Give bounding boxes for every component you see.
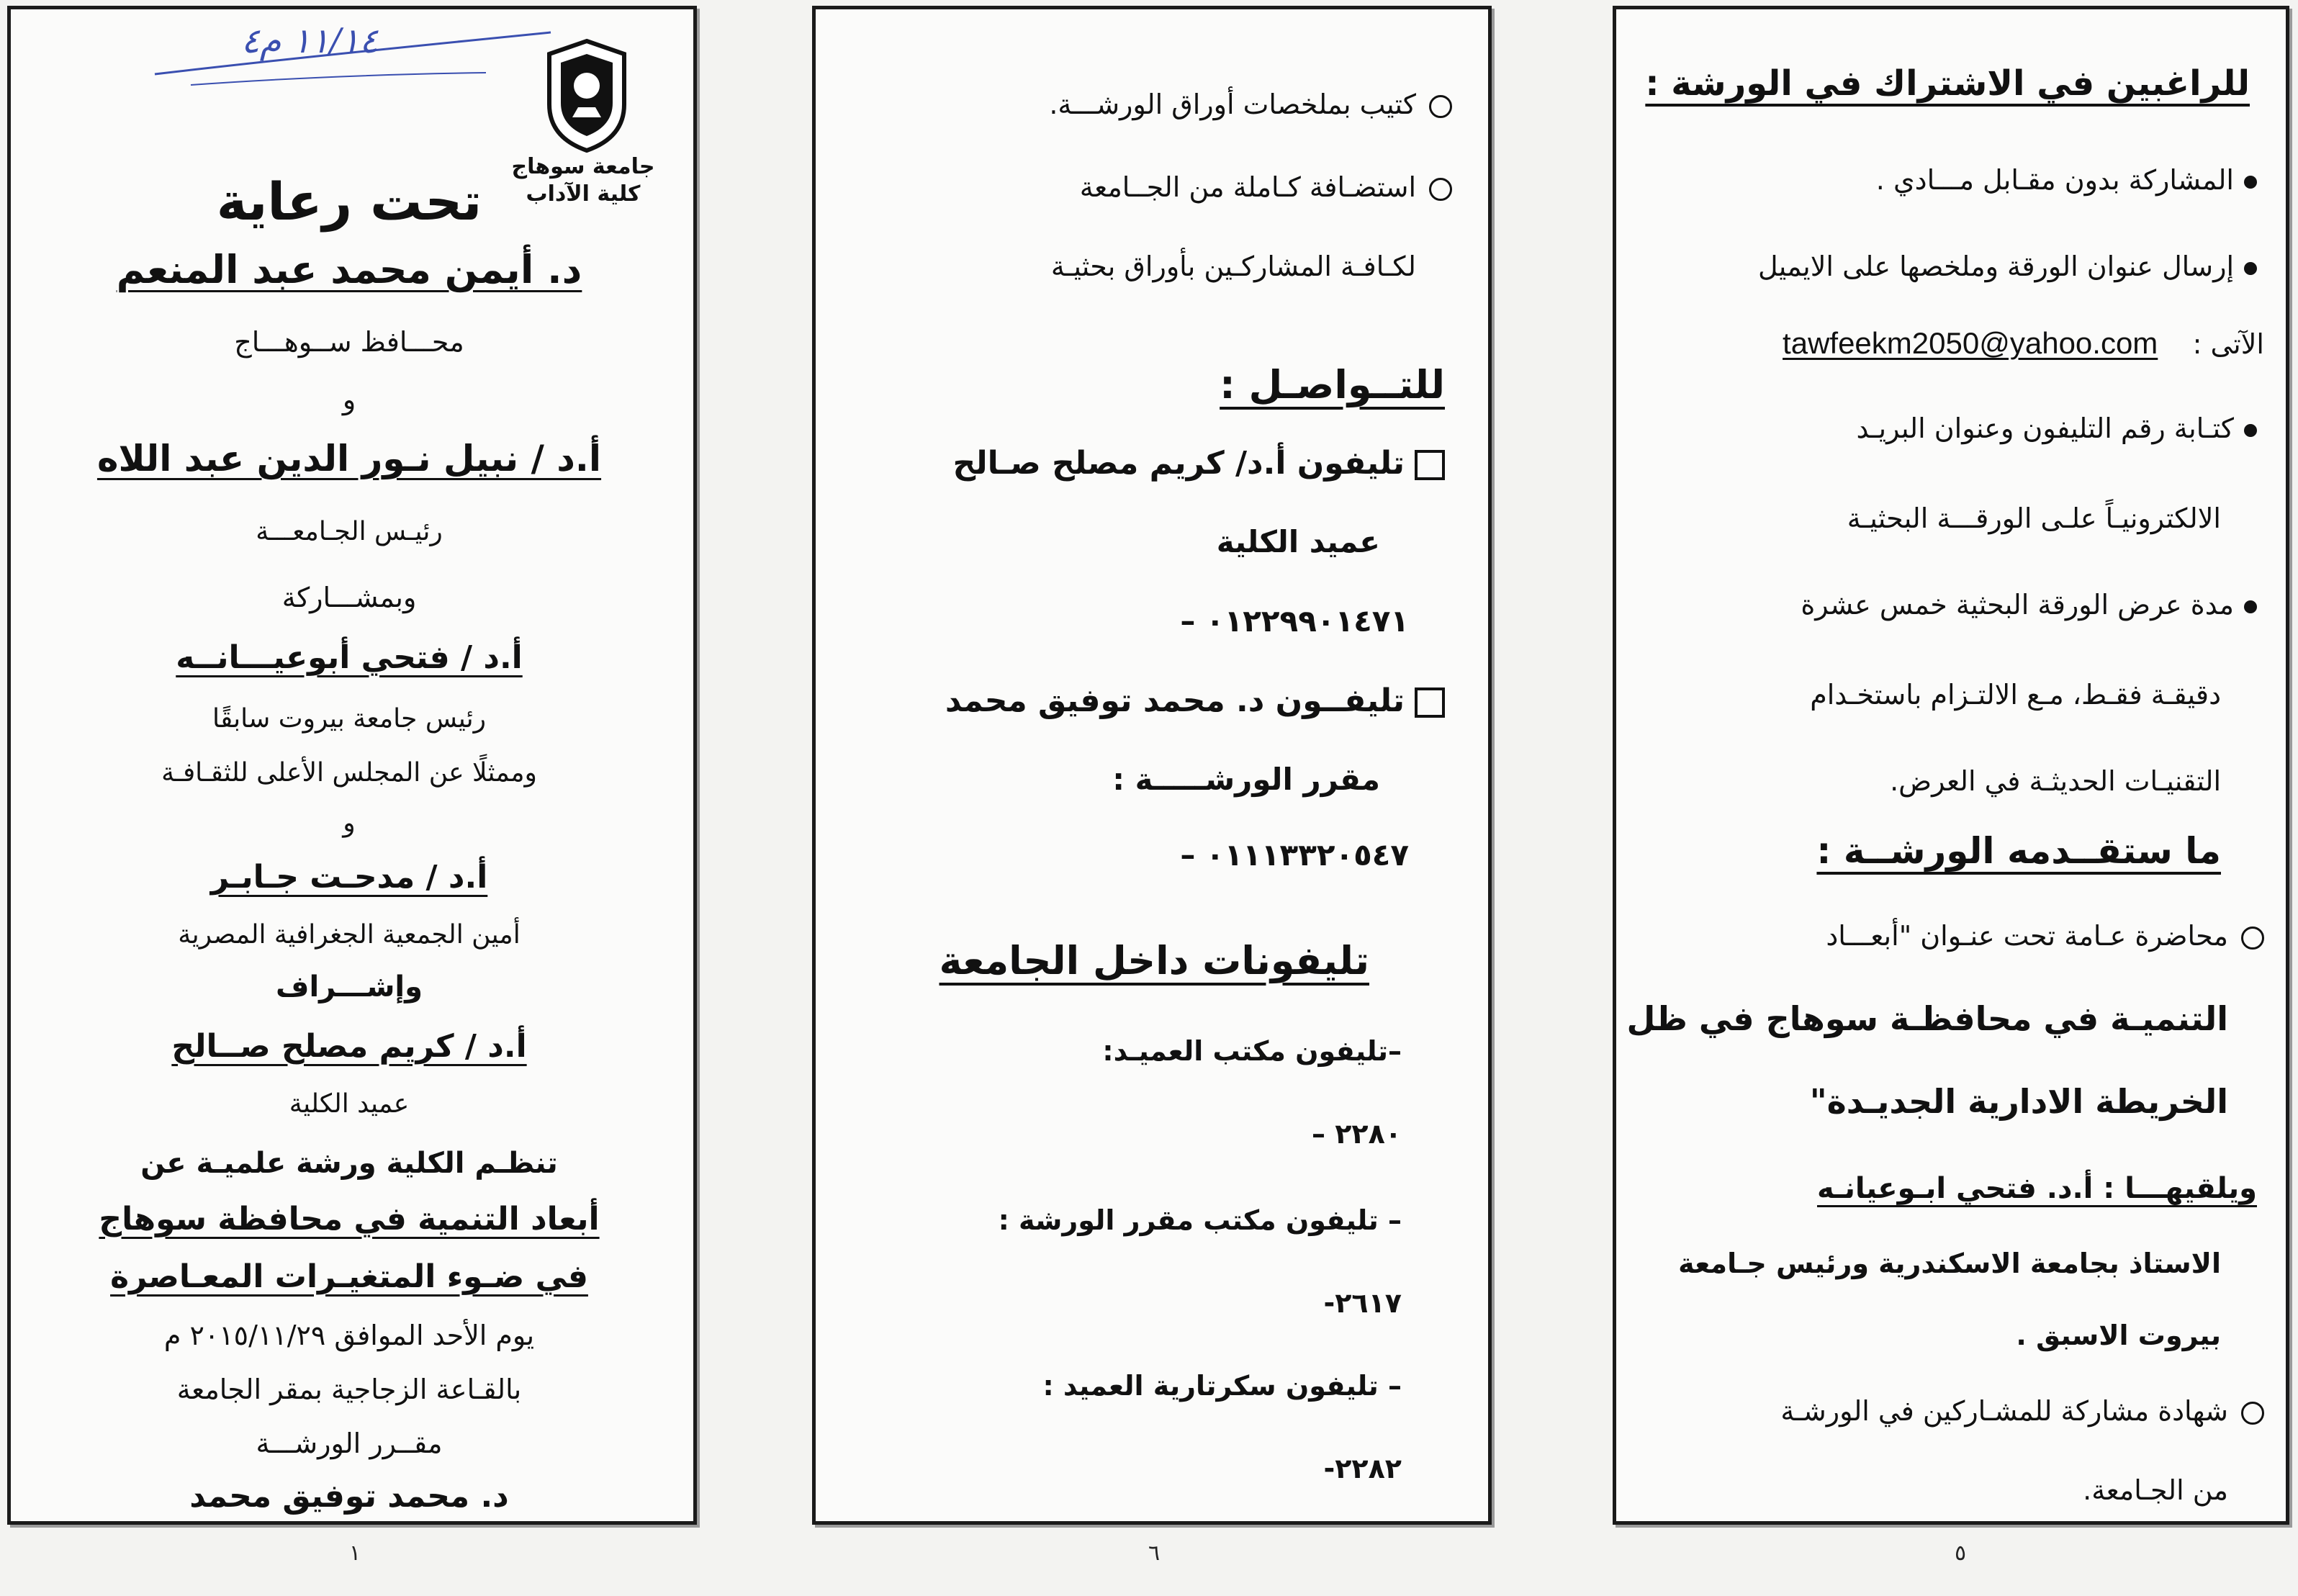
university-name: جامعة سوهاج [511, 154, 655, 179]
list-item: استضـافة كـاملة من الجــامعة [1080, 171, 1452, 203]
rapporteur-office-number: ٢٦١٧- [1323, 1287, 1402, 1319]
patron-1-name: د. أيمن محمد عبد المنعم [116, 247, 582, 292]
university-logo [544, 38, 630, 161]
patron-2-name: أ.د / نبيل نـور الدين عبد اللاه [96, 438, 602, 479]
list-item: المشاركة بدون مقـابل مـــادي . [1876, 164, 2257, 196]
lecture-title-line: التنميـة في محافظـة سوهاج في ظل [1626, 999, 2228, 1038]
lecture-title-line: الخريطة الادارية الجديـدة" [1809, 1082, 2228, 1121]
dean-secretary-label: – تليفون سكرتارية العميد : [1042, 1370, 1402, 1402]
list-item-continuation: الآتى : tawfeekm2050@yahoo.com [1783, 326, 2264, 360]
circle-bullet-icon [2241, 1402, 2264, 1425]
guest-name: أ.د / فتحي أبوعيـــانــه [176, 639, 523, 676]
list-item: شهادة مشاركة للمشـاركين في الورشـة [1780, 1395, 2264, 1427]
list-item: محاضرة عـامة تحت عنـوان "أبعـــاد [1826, 920, 2264, 952]
list-item-continuation: التقنيـات الحديثـة في العرض. [1890, 765, 2221, 797]
registration-heading: للراغبين في الاشتراك في الورشة : [1645, 63, 2250, 104]
topic-line-2: في ضـوء المتغيـرات المعـاصرة [110, 1258, 588, 1295]
supervisor-title: عميد الكلية [289, 1089, 410, 1119]
phone-entry: تليفون أ.د/ كريم مصلح صـالح [952, 445, 1445, 482]
page-number-right: ٥ [1955, 1541, 1967, 1566]
speaker-title-1: الاستاذ بجامعة الاسكندرية ورئيس جـامعة [1678, 1248, 2221, 1279]
list-item: إرسال عنوان الورقة وملخصها على الايميل [1758, 251, 2257, 282]
organizes-text: تنظـم الكلية ورشة علميـة عن [140, 1147, 558, 1180]
dot-bullet-icon [2244, 424, 2257, 437]
internal-phones-heading: تليفونات داخل الجامعة [939, 938, 1369, 983]
checkbox-bullet-icon [1415, 450, 1445, 480]
speaker-title-2: بيروت الاسبق . [2016, 1320, 2221, 1351]
list-item: كتيب بملخصات أوراق الورشـــة. [1049, 89, 1452, 120]
rapporteur-label: مقــرر الورشـــة [256, 1428, 443, 1459]
panel-right [1613, 6, 2289, 1525]
guest-2-title: أمين الجمعية الجغرافية المصرية [178, 920, 521, 950]
contact-email[interactable]: tawfeekm2050@yahoo.com [1783, 326, 2158, 360]
offers-heading: ما ستقــدمه الورشــة : [1816, 830, 2221, 872]
event-venue: بالقـاعة الزجاجية بمقر الجامعة [176, 1374, 522, 1405]
panel-middle [812, 6, 1492, 1525]
panel-cover [7, 6, 697, 1525]
guest-title-1: رئيس جامعة بيروت سابقًا [212, 704, 487, 734]
checkbox-bullet-icon [1415, 687, 1445, 718]
phone-2-title: مقرر الورشـــــة : [1112, 762, 1380, 797]
and-connector: و [342, 384, 356, 415]
list-item-continuation: الالكترونيـاً علـى الورقـــة البحثيـة [1847, 502, 2221, 534]
handwritten-annotation [148, 17, 565, 103]
under-patronage: تحت رعاية [216, 171, 482, 232]
circle-bullet-icon [1429, 95, 1452, 118]
dean-office-number: ٢٢٨٠ – [1311, 1118, 1402, 1150]
phone-1-number: ٠١٢٢٩٩٠١٤٧١ – [1180, 603, 1409, 639]
participation-label: وبمشـــاركة [281, 582, 417, 613]
topic-line-1: أبعاد التنمية في محافظة سوهاج [99, 1201, 600, 1237]
dot-bullet-icon [2244, 176, 2257, 189]
rapporteur-office-label: – تليفون مكتب مقرر الورشة : [998, 1204, 1402, 1236]
circle-bullet-icon [2241, 927, 2264, 950]
dean-office-label: –تليفون مكتب العميـد: [1102, 1035, 1402, 1067]
dot-bullet-icon [2244, 600, 2257, 613]
contact-heading: للتــواصـل : [1220, 362, 1445, 407]
event-date: يوم الأحد الموافق ٢٠١٥/١١/٢٩ م [163, 1320, 535, 1351]
handwritten-date: ١١/١٤ م٤ [241, 21, 379, 61]
supervision-label: وإشـــراف [276, 970, 423, 1004]
patron-2-title: رئيـس الجـامعـــة [256, 517, 443, 546]
page-number-middle: ٦ [1148, 1541, 1161, 1566]
page-number-left: ١ [349, 1541, 361, 1566]
list-item: كتـابة رقم التليفون وعنوان البريـد [1856, 412, 2257, 444]
dean-secretary-number: ٢٢٨٢- [1323, 1453, 1402, 1484]
guest-2-name: أ.د / مدحـت جـابـر [210, 859, 488, 896]
patron-1-title: محـــافظ ســوهـــاج [234, 326, 464, 358]
lecture-speaker: ويلقيهـــا : أ.د. فتحي ابـوعيانـه [1816, 1172, 2257, 1205]
dot-bullet-icon [2244, 262, 2257, 275]
rapporteur-name: د. محمد توفيق محمد [189, 1478, 509, 1515]
supervisor-name: أ.د / كريم مصلح صــالح [171, 1028, 527, 1065]
circle-bullet-icon [1429, 178, 1452, 201]
and-connector-2: و [343, 808, 356, 838]
faculty-name: كلية الآداب [526, 181, 641, 207]
phone-1-title: عميد الكلية [1216, 524, 1380, 559]
list-item-continuation: دقيقـة فقـط، مـع الالتـزام باستخـدام [1810, 679, 2221, 711]
list-item: مدة عرض الورقة البحثية خمس عشرة [1801, 589, 2257, 621]
list-item-continuation: من الجـامعة. [2083, 1474, 2228, 1506]
phone-entry: تليفــون د. محمد توفيق محمد [945, 682, 1445, 719]
phone-2-number: ٠١١١٣٣٢٠٥٤٧ – [1180, 837, 1409, 873]
guest-title-2: وممثلًا عن المجلس الأعلى للثقـافـة [161, 758, 537, 788]
list-item-continuation: لكـافـة المشاركـين بأوراق بحثيـة [1050, 251, 1416, 282]
